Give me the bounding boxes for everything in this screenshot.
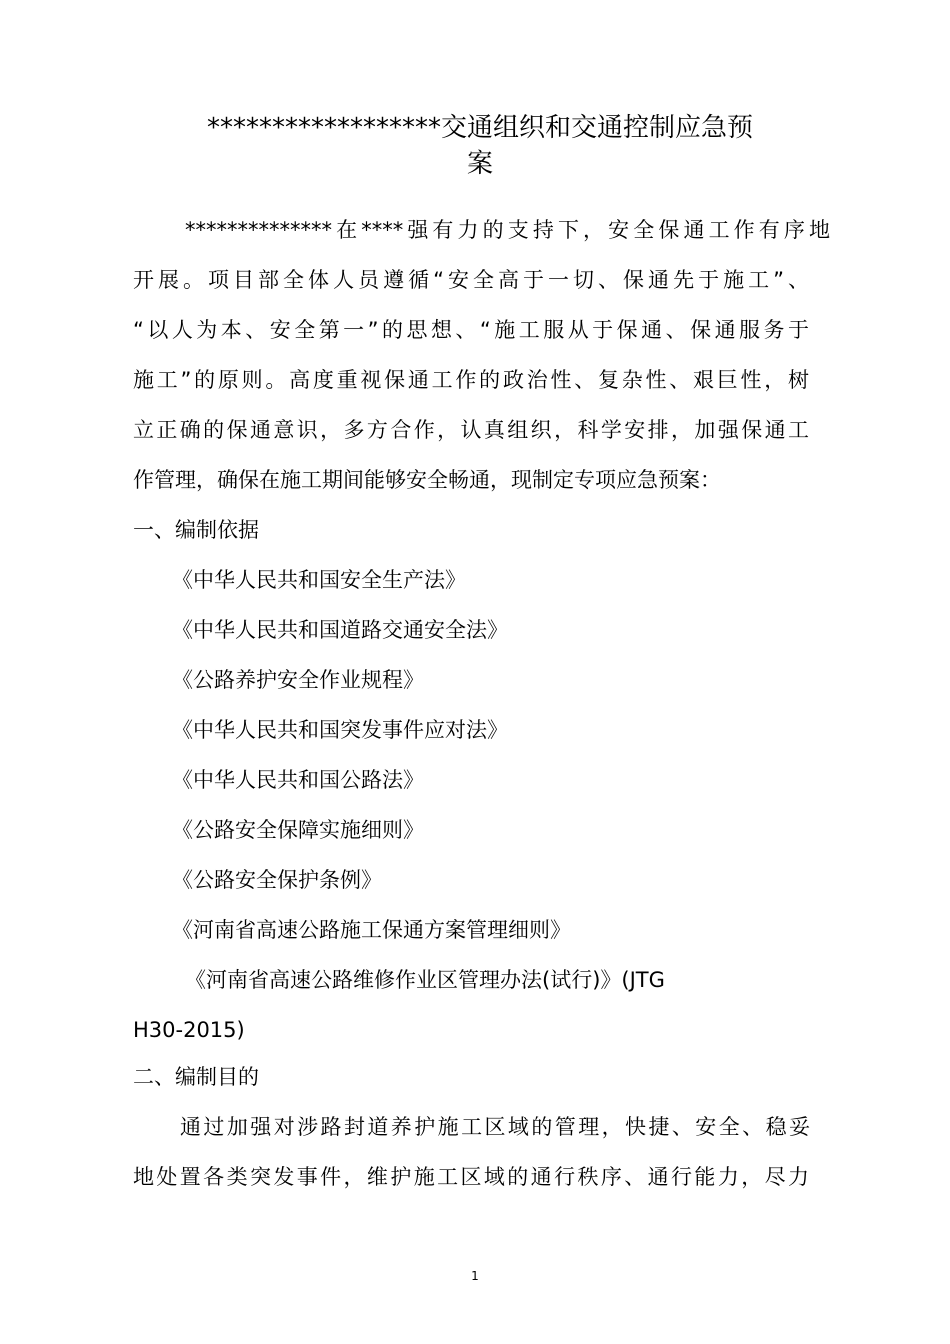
- reference-item: 《中华人民共和国道路交通安全法》: [172, 618, 508, 642]
- intro-line-4: 施工”的原则。高度重视保通工作的政治性、复杂性、艰巨性，树: [133, 368, 809, 392]
- reference-item: 《公路安全保障实施细则》: [172, 818, 424, 842]
- reference-item: 《公路安全保护条例》: [172, 868, 382, 892]
- intro-line-2: 开展。项目部全体人员遵循“安全高于一切、保通先于施工”、: [133, 268, 809, 292]
- intro-line-6: 作管理，确保在施工期间能够安全畅通，现制定专项应急预案：: [133, 468, 721, 492]
- reference-item: 《中华人民共和国安全生产法》: [172, 568, 466, 592]
- intro-line-5: 立正确的保通意识，多方合作，认真组织，科学安排，加强保通工: [133, 418, 809, 442]
- section-heading-purpose: 二、编制目的: [133, 1065, 259, 1089]
- title-line-1: ******************交通组织和交通控制应急预: [206, 113, 753, 143]
- reference-item: 《河南省高速公路施工保通方案管理细则》: [172, 918, 571, 942]
- document-title: [130, 110, 830, 182]
- purpose-line-1: 通过加强对涉路封道养护施工区域的管理，快捷、安全、稳妥: [180, 1115, 810, 1139]
- intro-line-3: “以人为本、安全第一”的思想、“施工服从于保通、保通服务于: [133, 318, 809, 342]
- section-heading-basis: 一、编制依据: [133, 518, 259, 542]
- reference-item-last-line-2: H30-2015): [133, 1018, 245, 1042]
- purpose-line-2: 地处置各类突发事件，维护施工区域的通行秩序、通行能力，尽力: [133, 1165, 809, 1189]
- intro-line-1: **************在****强有力的支持下，安全保通工作有序地: [185, 218, 830, 242]
- reference-item: 《公路养护安全作业规程》: [172, 668, 424, 692]
- reference-item-last-line-1: 《河南省高速公路维修作业区管理办法(试行)》(JTG: [185, 968, 665, 992]
- page-number: 1: [471, 1269, 479, 1283]
- reference-item: 《中华人民共和国突发事件应对法》: [172, 718, 508, 742]
- title-line-2: 案: [466, 149, 493, 179]
- reference-item: 《中华人民共和国公路法》: [172, 768, 424, 792]
